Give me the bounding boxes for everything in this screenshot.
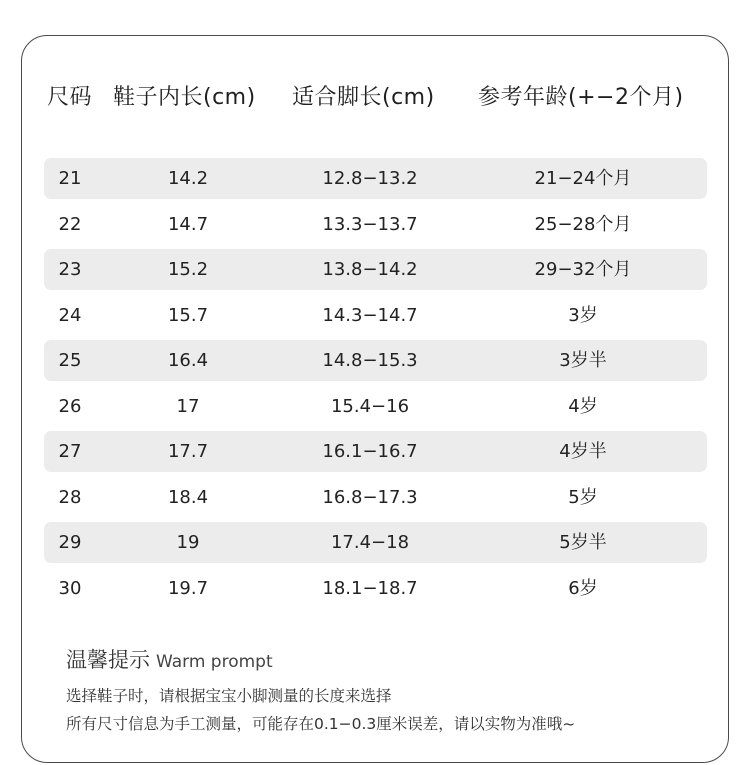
- cell-size: 27: [58, 441, 82, 462]
- cell-size: 25: [58, 350, 82, 371]
- cell-age: 5岁半: [559, 532, 607, 553]
- warm-prompt-line-2: 所有尺寸信息为手工测量，可能存在0.1−0.3厘米误差，请以实物为准哦~: [66, 715, 576, 733]
- cell-foot-length: 14.3−14.7: [322, 304, 418, 326]
- header-size: 尺码: [47, 85, 93, 110]
- cell-age: 21−24个月: [534, 168, 632, 189]
- cell-age: 3岁: [568, 304, 598, 326]
- cell-age: 5岁: [568, 486, 598, 508]
- cell-size: 22: [58, 213, 82, 235]
- table-row: [0, 386, 750, 427]
- table-row: [0, 568, 750, 609]
- cell-inner-length: 16.4: [167, 350, 209, 371]
- table-row: [0, 158, 750, 199]
- table-row: [0, 340, 750, 381]
- cell-foot-length: 13.3−13.7: [322, 213, 418, 235]
- cell-foot-length: 12.8−13.2: [322, 168, 418, 189]
- cell-inner-length: 15.2: [167, 259, 209, 280]
- cell-size: 29: [58, 532, 82, 553]
- cell-age: 29−32个月: [534, 259, 632, 280]
- cell-foot-length: 13.8−14.2: [322, 259, 418, 280]
- header-inner-length: 鞋子内长(cm): [113, 85, 256, 110]
- cell-size: 21: [58, 168, 82, 189]
- cell-foot-length: 16.1−16.7: [322, 441, 418, 462]
- cell-foot-length: 15.4−16: [330, 395, 410, 417]
- table-row: [0, 431, 750, 472]
- table-row: [0, 204, 750, 245]
- warm-prompt-title-cn: 温馨提示: [66, 648, 150, 672]
- cell-inner-length: 17: [176, 395, 200, 417]
- cell-inner-length: 19: [176, 532, 200, 553]
- cell-size: 23: [58, 259, 82, 280]
- cell-age: 3岁半: [559, 350, 607, 371]
- table-row: [0, 249, 750, 290]
- cell-size: 24: [58, 304, 82, 326]
- cell-inner-length: 15.7: [167, 304, 209, 326]
- warm-prompt-title: [66, 644, 273, 674]
- table-row: [0, 522, 750, 563]
- cell-foot-length: 14.8−15.3: [322, 350, 418, 371]
- cell-age: 4岁半: [559, 441, 607, 462]
- cell-inner-length: 19.7: [167, 577, 209, 599]
- cell-size: 30: [58, 577, 82, 599]
- cell-size: 28: [58, 486, 82, 508]
- cell-age: 6岁: [568, 577, 598, 599]
- cell-inner-length: 14.7: [167, 213, 209, 235]
- table-header: [0, 80, 750, 120]
- cell-inner-length: 17.7: [167, 441, 209, 462]
- cell-age: 4岁: [568, 395, 598, 417]
- cell-inner-length: 18.4: [167, 486, 209, 508]
- cell-size: 26: [58, 395, 82, 417]
- cell-foot-length: 18.1−18.7: [322, 577, 418, 599]
- cell-age: 25−28个月: [534, 213, 632, 235]
- cell-foot-length: 16.8−17.3: [322, 486, 418, 508]
- table-row: [0, 295, 750, 336]
- warm-prompt-title-en: Warm prompt: [156, 652, 273, 672]
- header-reference-age: 参考年龄(+−2个月): [478, 85, 684, 110]
- cell-foot-length: 17.4−18: [330, 532, 410, 553]
- cell-inner-length: 14.2: [167, 168, 209, 189]
- header-foot-length: 适合脚长(cm): [292, 85, 435, 110]
- table-row: [0, 477, 750, 518]
- warm-prompt-line-1: 选择鞋子时，请根据宝宝小脚测量的长度来选择: [66, 687, 392, 705]
